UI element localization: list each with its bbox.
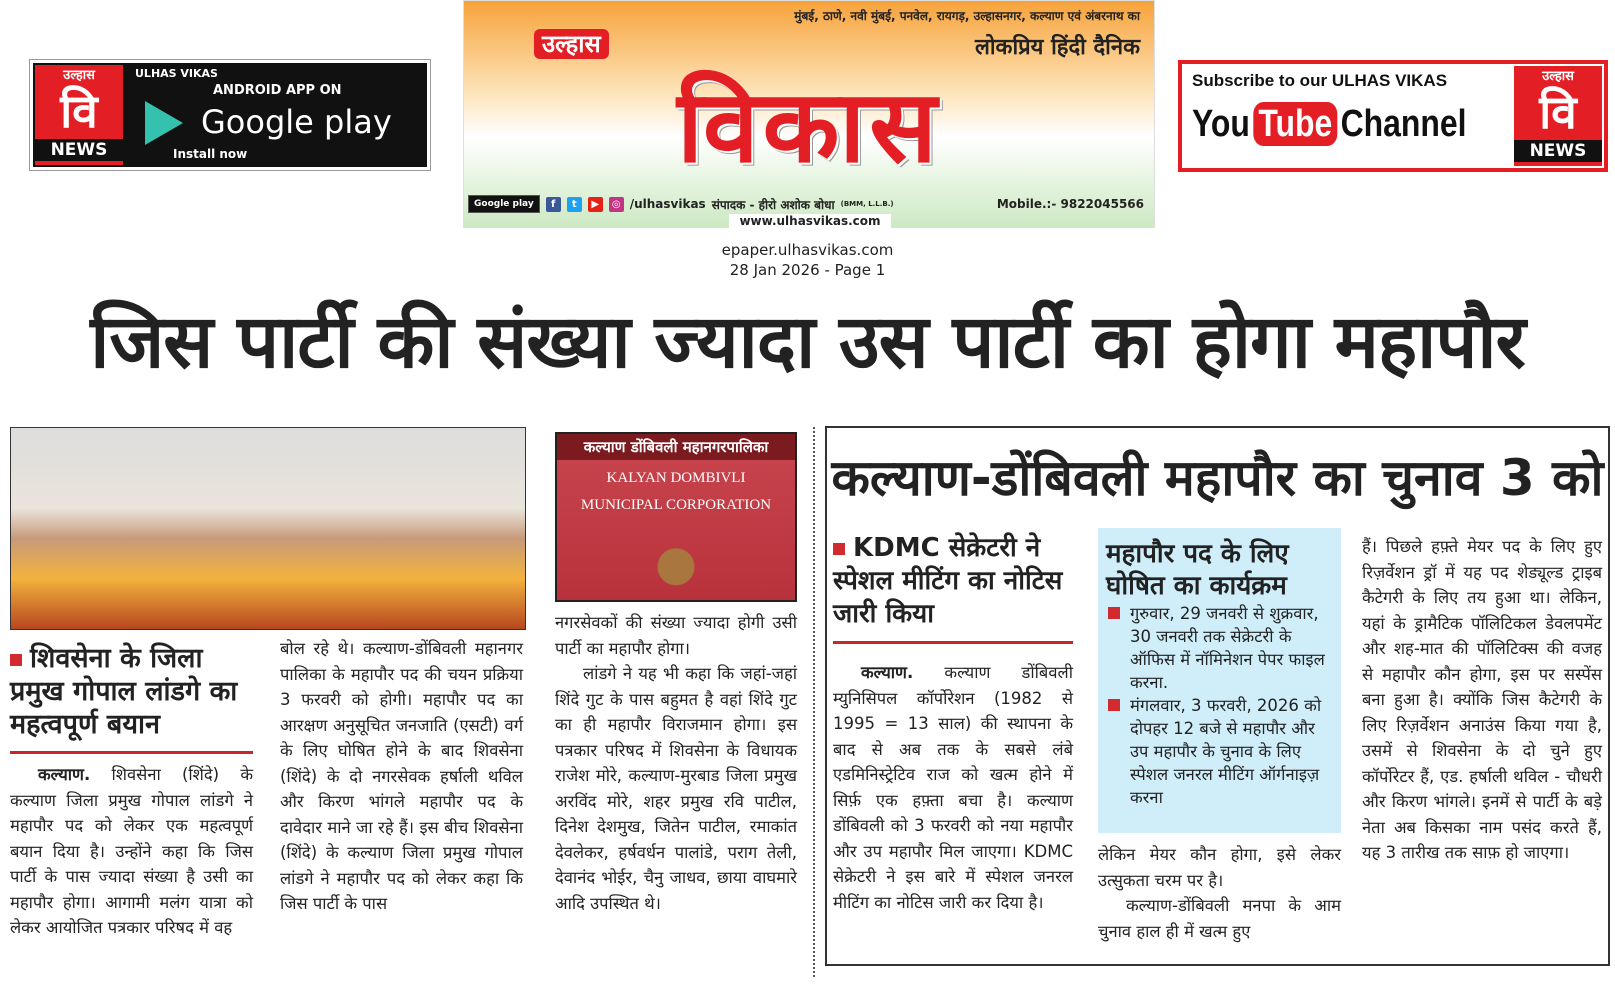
google-play-mini-badge[interactable]: Google play bbox=[468, 195, 540, 213]
yt-channel: Channel bbox=[1340, 103, 1467, 145]
yt-brand: ULHAS VIKAS bbox=[1331, 71, 1448, 90]
main-headline: जिस पार्टी की संख्या ज्यादा उस पार्टी का होगा महापौर bbox=[90, 299, 1525, 385]
bullet-square-icon bbox=[10, 654, 22, 666]
epaper-site: epaper.ulhasvikas.com bbox=[721, 241, 894, 259]
dateline: कल्याण. bbox=[38, 765, 91, 784]
infobox-item: मंगलवार, 3 फरवरी, 2026 को दोपहर 12 बजे से महापौर और उप महापौर के चुनाव के लिए स्पेशल जनरल मीटिंग ऑर्गनाइज़ करना bbox=[1106, 694, 1333, 809]
yt-you: You bbox=[1192, 103, 1250, 145]
kdmc-building-photo: कल्याण डोंबिवली महानगरपालिका KALYAN DOMBIVLI MUNICIPAL CORPORATION bbox=[555, 432, 797, 602]
masthead-tagline: लोकप्रिय हिंदी दैनिक bbox=[974, 35, 1140, 60]
yt-line1: Subscribe to our bbox=[1192, 71, 1328, 90]
press-conference-photo bbox=[10, 427, 526, 630]
ulhas-vikas-news-logo: उल्हास वि NEWS bbox=[1514, 66, 1602, 166]
mobile-number: Mobile.:- 9822045566 bbox=[996, 197, 1144, 211]
social-handle: /ulhasvikas bbox=[629, 197, 706, 211]
story2-headline: कल्याण-डोंबिवली महापौर का चुनाव 3 को bbox=[831, 449, 1604, 507]
column-divider bbox=[813, 427, 815, 977]
story2-column-2: लेकिन मेयर कौन होगा, इसे लेकर उत्सुकता चरम पर है। कल्याण-डोंबिवली मनपा के आम चुनाव हाल ही में खत्म हुए bbox=[1098, 845, 1341, 941]
story1-column-3: नगरसेवकों की संख्या ज्यादा होगी उसी पार्टी का महापौर होगा। लांडगे ने यह भी कहा कि जहां-जहां शिंदे गुट के पास बहुमत है वहां शिंदे गुट का ही महापौर विराजमान होगा। इस पत्रकार परिषद में शिवसेना के विधायक राजेश मोरे, कल्याण-मुरबाड जिला प्रमुख अरविंद मोरे, शहर प्रमुख रवि पाटील, दिनेश देशमुख, जितेन पाटील, रमाकांत देवलेकर, हर्षवर्धन पालांडे, पराग तेली, देवानंद भोईर, चैनु जाधव, छाया वाघमारे आदि उपस्थित थे। bbox=[555, 613, 797, 913]
bullet-square-icon bbox=[833, 543, 845, 555]
epaper-info bbox=[0, 240, 1615, 280]
story1-column-2: बोल रहे थे। कल्याण-डोंबिवली महानगर पालिका के महापौर पद की चयन प्रक्रिया 3 फरवरी को होगी। महापौर पद का आरक्षण अनुसूचित जनजाति (एसटी) वर्ग के लिए घोषित होने के बाद शिवसेना (शिंदे) के दो नगरसेवक हर्षाली थविल और किरण भांगले महापौर पद के दावेदार माने जा रहे हैं। इस बीच शिवसेना (शिंदे) के कल्याण जिला प्रमुख गोपाल लांडगे ने महापौर पद को लेकर कहा कि जिस पार्टी के पास bbox=[280, 639, 523, 913]
editor-degree: (BMM, L.L.B.) bbox=[840, 200, 894, 208]
story2-column-3: हैं। पिछले हफ़्ते मेयर पद के लिए हुए रिज़र्वेशन ड्रॉ में यह पद शेड्यूल्ड ट्राइब कैटेगरी के लिए तय हुआ था। लेकिन, यहां के ड्रामैटिक पॉलिटिकल डेवलपमेंट और शह-मात की पॉलिटिक्स की वजह से महापौर कौन होगा, इस पर सस्पेंस बना हुआ है। क्योंकि जिस कैटेगरी के लिए रिज़र्वेशन अनाउंस किया गया है, उसमें से शिवसेना के दो चुने हुए कॉर्पोरेटर हैं, एड. हर्षाली थविल - चौधरी और किरण भांगले। इनमें से पार्टी के बड़े नेता अब किसका नाम पसंद करते हैं, यह 3 तारीख तक साफ़ हो जाएगा। bbox=[1362, 537, 1602, 862]
story1-subhead: शिवसेना के जिला प्रमुख गोपाल लांडगे का महत्वपूर्ण बयान bbox=[10, 643, 238, 740]
schedule-infobox bbox=[1098, 528, 1341, 833]
instagram-icon[interactable]: ◎ bbox=[609, 197, 624, 212]
website-link[interactable]: www.ulhasvikas.com bbox=[464, 214, 1156, 228]
masthead-info-bar bbox=[468, 193, 1150, 215]
masthead bbox=[463, 0, 1155, 228]
story1-column-1: कल्याण. शिवसेना (शिंदे) के कल्याण जिला प्रमुख गोपाल लांडगे ने महापौर पद को लेकर एक महत्वपूर्ण बयान दिया है। उन्होंने कहा कि जिस पार्टी के पास ज्यादा संख्या है उसी का महापौर होगा। आगामी मलंग यात्रा को लेकर आयोजित पत्रकार परिषद में वह bbox=[10, 765, 254, 937]
youtube-icon[interactable]: ▶ bbox=[588, 197, 603, 212]
google-play-app-badge[interactable] bbox=[30, 60, 430, 170]
editor-name: संपादक - हीरो अशोक बोधा bbox=[711, 197, 835, 212]
divider-rule bbox=[10, 751, 253, 754]
facebook-icon[interactable]: f bbox=[546, 197, 561, 212]
divider-rule bbox=[833, 641, 1073, 644]
twitter-icon[interactable]: t bbox=[567, 197, 582, 212]
infobox-item: गुरुवार, 29 जनवरी से शुक्रवार, 30 जनवरी तक सेक्रेटरी के ऑफिस में नॉमिनेशन पेपर फाइल करना. bbox=[1106, 602, 1333, 694]
story2-column-1: कल्याण. कल्याण डोंबिवली म्युनिसिपल कॉर्पोरेशन (1982 से 1995 = 13 साल) की स्थापना के बाद से अब तक के सबसे लंबे एडमिनिस्ट्रेटिव राज को खत्म होने में सिर्फ़ एक हफ़्ता बचा है। कल्याण डोंबिवली को 3 फरवरी को नया महापौर और उप महापौर मिल जाएगा। KDMC सेक्रेटरी ने इस बारे में स्पेशल जनरल मीटिंग का नोटिस जारी कर दिया है। bbox=[833, 663, 1073, 912]
newspaper-logo: विकास bbox=[677, 68, 941, 185]
yt-tube: Tube bbox=[1253, 102, 1337, 146]
play-store-icon bbox=[145, 101, 183, 145]
badge-store: Google play bbox=[201, 103, 392, 141]
story2-subhead-block bbox=[833, 532, 1073, 644]
bullet-square-icon bbox=[1108, 607, 1120, 619]
youtube-subscribe-badge[interactable] bbox=[1178, 60, 1608, 172]
story2-subhead: KDMC सेक्रेटरी ने स्पेशल मीटिंग का नोटिस जारी किया bbox=[833, 533, 1063, 629]
badge-cta: Install now bbox=[173, 147, 248, 161]
ulhas-vikas-news-logo: उल्हास वि NEWS bbox=[35, 65, 123, 165]
bullet-square-icon bbox=[1108, 699, 1120, 711]
story1-subhead-block bbox=[10, 642, 253, 754]
badge-line1: ANDROID APP ON bbox=[213, 83, 342, 98]
epaper-date-page: 28 Jan 2026 - Page 1 bbox=[729, 261, 886, 279]
logo-small-text: उल्हास bbox=[534, 29, 609, 59]
masthead-cities: मुंबई, ठाणे, नवी मुंबई, पनवेल, रायगड़, उल्हासनगर, कल्याण एवं अंबरनाथ का bbox=[794, 9, 1140, 23]
infobox-title: महापौर पद के लिए घोषित का कार्यक्रम bbox=[1106, 539, 1289, 601]
dateline: कल्याण. bbox=[861, 663, 914, 682]
badge-brand: ULHAS VIKAS bbox=[135, 67, 218, 80]
